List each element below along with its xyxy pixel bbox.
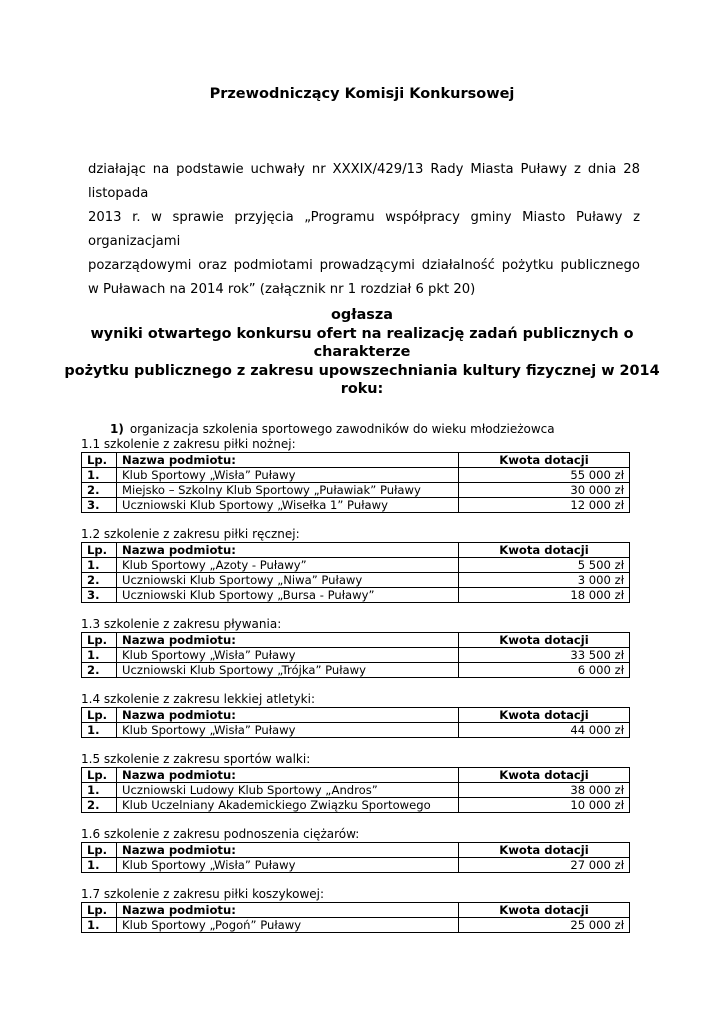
row-lp: 1. bbox=[82, 858, 117, 873]
grant-table bbox=[81, 902, 630, 933]
row-amount: 30 000 zł bbox=[459, 483, 630, 498]
row-lp: 1. bbox=[82, 648, 117, 663]
section-title: organizacja szkolenia sportowego zawodników do wieku młodzieżowca bbox=[129, 422, 555, 436]
category-title: 1.5 szkolenie z zakresu sportów walki: bbox=[81, 752, 311, 766]
header-lp: Lp. bbox=[82, 768, 117, 783]
grant-table bbox=[81, 767, 630, 813]
row-lp: 2. bbox=[82, 663, 117, 678]
table-row bbox=[82, 798, 630, 813]
table-header-row bbox=[82, 843, 630, 858]
header-lp: Lp. bbox=[82, 903, 117, 918]
row-lp: 1. bbox=[82, 918, 117, 933]
row-amount: 27 000 zł bbox=[459, 858, 630, 873]
row-lp: 1. bbox=[82, 558, 117, 573]
grant-table bbox=[81, 842, 630, 873]
row-name: Klub Sportowy „Wisła” Puławy bbox=[117, 648, 459, 663]
row-name: Klub Sportowy „Wisła” Puławy bbox=[117, 723, 459, 738]
table-header-row bbox=[82, 903, 630, 918]
row-name: Uczniowski Klub Sportowy „Wisełka 1” Puławy bbox=[117, 498, 459, 513]
row-lp: 2. bbox=[82, 798, 117, 813]
announcement bbox=[60, 306, 664, 399]
row-name: Klub Sportowy „Wisła” Puławy bbox=[117, 468, 459, 483]
row-amount: 33 500 zł bbox=[459, 648, 630, 663]
grant-table bbox=[81, 632, 630, 678]
table-header-row bbox=[82, 708, 630, 723]
category-block bbox=[81, 692, 630, 738]
header-amount: Kwota dotacji bbox=[459, 903, 630, 918]
header-amount: Kwota dotacji bbox=[459, 708, 630, 723]
row-name: Klub Sportowy „Wisła” Puławy bbox=[117, 858, 459, 873]
announcement-line: pożytku publicznego z zakresu upowszechniania kultury fizycznej w 2014 roku: bbox=[64, 362, 660, 397]
header-lp: Lp. bbox=[82, 708, 117, 723]
row-amount: 38 000 zł bbox=[459, 783, 630, 798]
announcement-line: wyniki otwartego konkursu ofert na realizację zadań publicznych o charakterze bbox=[90, 325, 634, 360]
row-name: Uczniowski Ludowy Klub Sportowy „Andros” bbox=[117, 783, 459, 798]
row-name: Uczniowski Klub Sportowy „Niwa” Puławy bbox=[117, 573, 459, 588]
header-name: Nazwa podmiotu: bbox=[117, 843, 459, 858]
category-title: 1.7 szkolenie z zakresu piłki koszykowej: bbox=[81, 887, 325, 901]
document-title: Przewodniczący Komisji Konkursowej bbox=[209, 86, 515, 102]
row-amount: 6 000 zł bbox=[459, 663, 630, 678]
table-row bbox=[82, 558, 630, 573]
row-lp: 1. bbox=[82, 723, 117, 738]
row-amount: 10 000 zł bbox=[459, 798, 630, 813]
header-lp: Lp. bbox=[82, 633, 117, 648]
row-amount: 25 000 zł bbox=[459, 918, 630, 933]
header-amount: Kwota dotacji bbox=[459, 633, 630, 648]
category-title: 1.6 szkolenie z zakresu podnoszenia ciężarów: bbox=[81, 827, 360, 841]
table-header-row bbox=[82, 633, 630, 648]
category-block bbox=[81, 887, 630, 933]
grant-table bbox=[81, 542, 630, 603]
row-amount: 12 000 zł bbox=[459, 498, 630, 513]
header-lp: Lp. bbox=[82, 453, 117, 468]
table-header-row bbox=[82, 768, 630, 783]
category-title: 1.2 szkolenie z zakresu piłki ręcznej: bbox=[81, 527, 300, 541]
header-name: Nazwa podmiotu: bbox=[117, 903, 459, 918]
announcement-verb: ogłasza bbox=[331, 307, 393, 323]
header-lp: Lp. bbox=[82, 843, 117, 858]
table-header-row bbox=[82, 543, 630, 558]
category-block bbox=[81, 752, 630, 813]
table-row bbox=[82, 573, 630, 588]
category-block bbox=[81, 617, 630, 678]
row-name: Uczniowski Klub Sportowy „Trójka” Puławy bbox=[117, 663, 459, 678]
table-row bbox=[82, 588, 630, 603]
row-lp: 3. bbox=[82, 588, 117, 603]
header-name: Nazwa podmiotu: bbox=[117, 768, 459, 783]
row-amount: 18 000 zł bbox=[459, 588, 630, 603]
row-amount: 3 000 zł bbox=[459, 573, 630, 588]
table-row bbox=[82, 858, 630, 873]
table-row bbox=[82, 498, 630, 513]
row-lp: 2. bbox=[82, 483, 117, 498]
row-lp: 1. bbox=[82, 783, 117, 798]
row-lp: 1. bbox=[82, 468, 117, 483]
header-name: Nazwa podmiotu: bbox=[117, 708, 459, 723]
table-row bbox=[82, 783, 630, 798]
table-row bbox=[82, 918, 630, 933]
header-amount: Kwota dotacji bbox=[459, 843, 630, 858]
header-name: Nazwa podmiotu: bbox=[117, 453, 459, 468]
table-header-row bbox=[82, 453, 630, 468]
intro-line: pozarządowymi oraz podmiotami prowadzącymi działalność pożytku publicznego bbox=[88, 258, 640, 273]
category-block bbox=[81, 827, 630, 873]
table-row bbox=[82, 648, 630, 663]
row-name: Miejsko – Szkolny Klub Sportowy „Puławiak” Puławy bbox=[117, 483, 459, 498]
section-number: 1) bbox=[110, 422, 124, 436]
row-lp: 2. bbox=[82, 573, 117, 588]
table-row bbox=[82, 663, 630, 678]
row-name: Klub Sportowy „Pogoń” Puławy bbox=[117, 918, 459, 933]
grant-results bbox=[81, 437, 630, 947]
table-row bbox=[82, 483, 630, 498]
category-block bbox=[81, 437, 630, 513]
header-amount: Kwota dotacji bbox=[459, 453, 630, 468]
header-lp: Lp. bbox=[82, 543, 117, 558]
header-amount: Kwota dotacji bbox=[459, 768, 630, 783]
row-lp: 3. bbox=[82, 498, 117, 513]
section-heading bbox=[110, 422, 555, 436]
category-title: 1.1 szkolenie z zakresu piłki nożnej: bbox=[81, 437, 296, 451]
grant-table bbox=[81, 452, 630, 513]
table-row bbox=[82, 468, 630, 483]
header-amount: Kwota dotacji bbox=[459, 543, 630, 558]
intro-line: 2013 r. w sprawie przyjęcia „Programu współpracy gminy Miasto Puławy z organizacjami bbox=[88, 210, 640, 249]
row-name: Klub Uczelniany Akademickiego Związku Sportowego bbox=[117, 798, 459, 813]
row-amount: 5 500 zł bbox=[459, 558, 630, 573]
intro-line: w Puławach na 2014 rok” (załącznik nr 1 rozdział 6 pkt 20) bbox=[88, 282, 476, 297]
row-amount: 55 000 zł bbox=[459, 468, 630, 483]
header-name: Nazwa podmiotu: bbox=[117, 543, 459, 558]
category-title: 1.3 szkolenie z zakresu pływania: bbox=[81, 617, 282, 631]
row-amount: 44 000 zł bbox=[459, 723, 630, 738]
intro-paragraph bbox=[88, 158, 640, 302]
header-name: Nazwa podmiotu: bbox=[117, 633, 459, 648]
table-row bbox=[82, 723, 630, 738]
intro-line: działając na podstawie uchwały nr XXXIX/429/13 Rady Miasta Puławy z dnia 28 listopada bbox=[88, 162, 640, 201]
row-name: Uczniowski Klub Sportowy „Bursa - Puławy” bbox=[117, 588, 459, 603]
grant-table bbox=[81, 707, 630, 738]
category-title: 1.4 szkolenie z zakresu lekkiej atletyki: bbox=[81, 692, 315, 706]
row-name: Klub Sportowy „Azoty - Puławy” bbox=[117, 558, 459, 573]
category-block bbox=[81, 527, 630, 603]
